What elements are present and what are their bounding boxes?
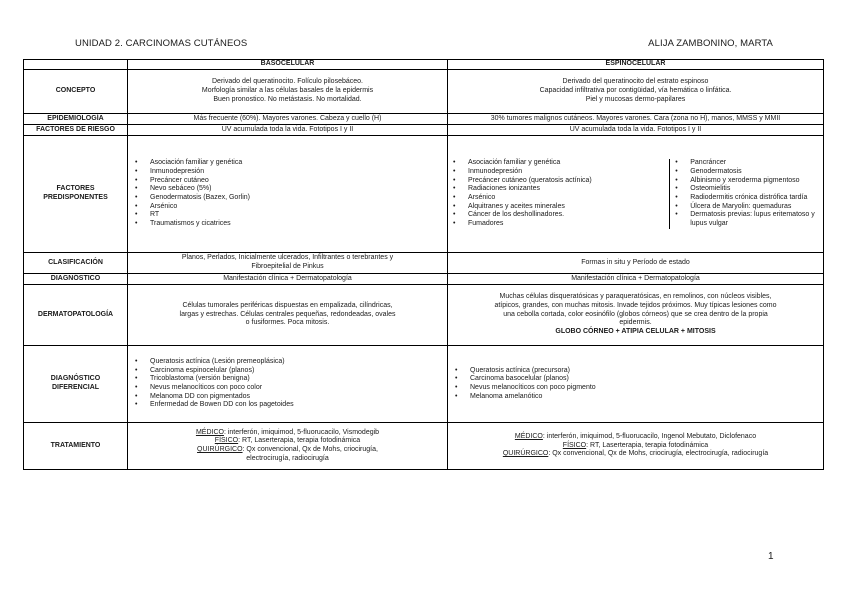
list-item: • Arsénico (150, 203, 445, 212)
dermatopatologia-espinocelular (448, 285, 824, 346)
bullet-list (130, 358, 445, 410)
empty-corner-cell (24, 60, 128, 70)
epidemiologia-basocelular: Más frecuente (60%). Mayores varones. Cabeza y cuello (H) (128, 114, 448, 125)
row-tratamiento (24, 423, 824, 470)
text-line: largas y estrechas. Células centrales pequeñas, redondeadas, ovales (179, 310, 396, 318)
list-item: • Queratosis actínica (precursora) (470, 367, 821, 376)
text-line: Morfología similar a las células basales de la epidermis (201, 87, 374, 95)
row-label-factores-predisponentes (24, 136, 128, 253)
list-item: • Alquitranes y aceites minerales (468, 203, 669, 212)
clasificacion-espinocelular: Formas in situ y Período de estado (448, 253, 824, 274)
row-factores-riesgo (24, 125, 824, 136)
text-line: Fibroepitelial de Pinkus (251, 263, 324, 270)
row-label-clasificacion: CLASIFICACIÓN (24, 253, 128, 274)
list-item: • Genodermatosis (Bazex, Gorlin) (150, 194, 445, 203)
medico-text: : interferón, imiquimod, 5-fluorucacilo, Vismodegib (223, 428, 380, 436)
list-item: • Tricoblastoma (versión benigna) (150, 375, 445, 384)
tratamiento-espinocelular (448, 423, 824, 470)
concepto-espinocelular (448, 70, 824, 114)
list-item: • Nevus melanocíticos con poco pigmento (470, 384, 821, 393)
list-item: • Melanoma DD con pigmentados (150, 393, 445, 402)
dermatopatologia-basocelular (128, 285, 448, 346)
fisico-text: : RT, Laserterapia, terapia fotodinámica (238, 437, 361, 445)
quirurgico-label: QUIRÚRGICO (197, 446, 243, 453)
list-item: • Dermatosis previas: lupus eritematoso y lupus vulgar (690, 211, 823, 228)
list-item: • RT (150, 211, 445, 220)
list-item: • Melanoma amelanótico (470, 393, 821, 402)
predisponentes-basocelular (128, 136, 448, 253)
text-line: Muchas células disqueratósicas y paraqueratósicas, en remolinos, con núcleos visibles, (499, 293, 772, 301)
row-factores-predisponentes (24, 136, 824, 253)
document-title: UNIDAD 2. CARCINOMAS CUTÁNEOS (75, 38, 248, 49)
row-label-diagnostico: DIAGNÓSTICO (24, 274, 128, 285)
text-line: una cebolla cortada, color eosinófilo (globos córneos) que se crea dentro de la propia (503, 310, 768, 318)
row-label-factores-riesgo: FACTORES DE RIESGO (24, 125, 128, 136)
row-concepto (24, 70, 824, 114)
list-item: • Nevo sebáceo (5%) (150, 185, 445, 194)
row-clasificacion (24, 253, 824, 274)
text-line: Células tumorales periféricas dispuestas en empalizada, cilíndricas, (182, 301, 393, 309)
dx-diferencial-espinocelular (448, 346, 824, 423)
author-name: ALIJA ZAMBONINO, MARTA (648, 38, 773, 49)
diagnostico-espinocelular: Manifestación clínica + Dermatopatología (448, 274, 824, 285)
treatment-line (450, 433, 821, 442)
treatment-line (130, 429, 445, 438)
row-label-concepto: CONCEPTO (24, 70, 128, 114)
fisico-label: FÍSICO (562, 441, 587, 449)
bullet-list (448, 159, 669, 229)
list-item: • Arsénico (468, 194, 669, 203)
table-header-row (24, 60, 824, 70)
list-item: • Traumatismos y cicatrices (150, 220, 445, 229)
label-line: PREDISPONENTES (43, 194, 108, 201)
two-column-split (448, 159, 823, 229)
dx-diferencial-basocelular (128, 346, 448, 423)
treatment-line: electrocirugía, radiocirugía (246, 454, 329, 462)
riesgo-espinocelular: UV acumulada toda la vida. Fototipos I y II (448, 125, 824, 136)
list-item: • Pancráncer (690, 159, 823, 168)
diagnostico-basocelular: Manifestación clínica + Dermatopatología (128, 274, 448, 285)
bullet-list (670, 159, 823, 229)
concepto-basocelular (128, 70, 448, 114)
list-item: • Inmunodepresión (150, 168, 445, 177)
riesgo-basocelular: UV acumulada toda la vida. Fototipos I y II (128, 125, 448, 136)
page-number: 1 (768, 551, 774, 562)
comparison-table (23, 59, 824, 470)
quirurgico-label: QUIRÚRGICO (502, 450, 549, 458)
col-header-basocelular: BASOCELULAR (128, 60, 448, 70)
bullet-list (450, 367, 821, 402)
text-line: Capacidad infiltrativa por contigüidad, vía hemática o linfática. (539, 87, 732, 95)
row-label-epidemiologia: EPIDEMIOLOGÍA (24, 114, 128, 125)
treatment-line (450, 450, 821, 459)
row-diagnostico (24, 274, 824, 285)
fisico-text: : RT, Laserterapia, terapia fotodinámica (586, 441, 709, 449)
list-item: • Albinismo y xeroderma pigmentoso (690, 177, 823, 186)
row-dermatopatologia (24, 285, 824, 346)
text-line: Piel y mucosas dermo-papilares (585, 95, 686, 103)
list-item: • Enfermedad de Bowen DD con los pagetoides (150, 401, 445, 410)
list-item: • Radiaciones ionizantes (468, 185, 669, 194)
label-line: DIAGNÓSTICO (50, 375, 101, 383)
list-item: • Carcinoma basocelular (planos) (470, 375, 821, 384)
quirurgico-text: : Qx convencional, Qx de Mohs, criocirugía, electrocirugía, radiocirugía (548, 450, 769, 458)
list-item: • Osteomielitis (690, 185, 823, 194)
bullet-list (130, 159, 445, 229)
predisponentes-col-b (670, 159, 823, 229)
quirurgico-text: : Qx convencional, Qx de Mohs, criocirugía, (242, 446, 378, 453)
tratamiento-basocelular (128, 423, 448, 470)
text-line: Derivado del queratinocito. Folículo pilosebáceo. (212, 78, 363, 86)
list-item: • Precáncer cutáneo (150, 177, 445, 186)
list-item: • Nevus melanocíticos con poco color (150, 384, 445, 393)
list-item: • Úlcera de Maryolin: quemaduras (690, 203, 823, 212)
list-item: • Queratosis actínica (Lesión premeoplásica) (150, 358, 445, 367)
medico-text: : interferón, imiquimod, 5-fluorucacilo, Ingenol Mebutato, Diclofenaco (542, 432, 757, 440)
epidemiologia-espinocelular: 30% tumores malignos cutáneos. Mayores varones. Cara (zona no H), manos, MMSS y MMII (448, 114, 824, 125)
text-line: atípicos, grandes, con muchas mitosis. Invade tejidos próximos. Muy típicas lesiones como (494, 301, 777, 309)
medico-label: MÉDICO (195, 428, 224, 436)
row-label-tratamiento: TRATAMIENTO (24, 423, 128, 470)
list-item: • Asociación familiar y genética (150, 159, 445, 168)
treatment-line (130, 446, 445, 455)
list-item: • Cáncer de los deshollinadores. (468, 211, 669, 220)
row-label-dermatopatologia: DERMATOPATOLOGÍA (24, 285, 128, 346)
summary-formula: GLOBO CÓRNEO + ATIPIA CELULAR + MITOSIS (555, 328, 716, 336)
list-item: • Asociación familiar y genética (468, 159, 669, 168)
clasificacion-basocelular (128, 253, 448, 274)
list-item: • Fumadores (468, 220, 669, 229)
medico-label: MÉDICO (514, 432, 543, 440)
text-line: Planos, Perlados, Inicialmente ulcerados, Infiltrantes o terebrantes y (181, 254, 394, 262)
row-diagnostico-diferencial (24, 346, 824, 423)
list-item: • Carcinoma espinocelular (planos) (150, 367, 445, 376)
text-line: Buen pronostico. No metástasis. No mortalidad. (213, 95, 362, 103)
col-header-espinocelular: ESPINOCELULAR (448, 60, 824, 70)
list-item: • Radiodermitis crónica distrófica tardía (690, 194, 823, 203)
treatment-line (130, 437, 445, 446)
text-line: o fusiformes. Poca mitosis. (245, 319, 330, 327)
label-line: FACTORES (56, 185, 95, 193)
text-line: Derivado del queratinocito del estrato espinoso (562, 78, 709, 86)
label-line: DIFERENCIAL (51, 384, 100, 391)
predisponentes-espinocelular (448, 136, 824, 253)
text-line: epidermis. (619, 319, 652, 327)
predisponentes-col-a (448, 159, 670, 229)
list-item: • Genodermatosis (690, 168, 823, 177)
list-item: • Inmunodepresión (468, 168, 669, 177)
list-item: • Precáncer cutáneo (queratosis actínica) (468, 177, 669, 186)
row-label-diagnostico-diferencial (24, 346, 128, 423)
fisico-label: FÍSICO (214, 437, 239, 445)
row-epidemiologia (24, 114, 824, 125)
